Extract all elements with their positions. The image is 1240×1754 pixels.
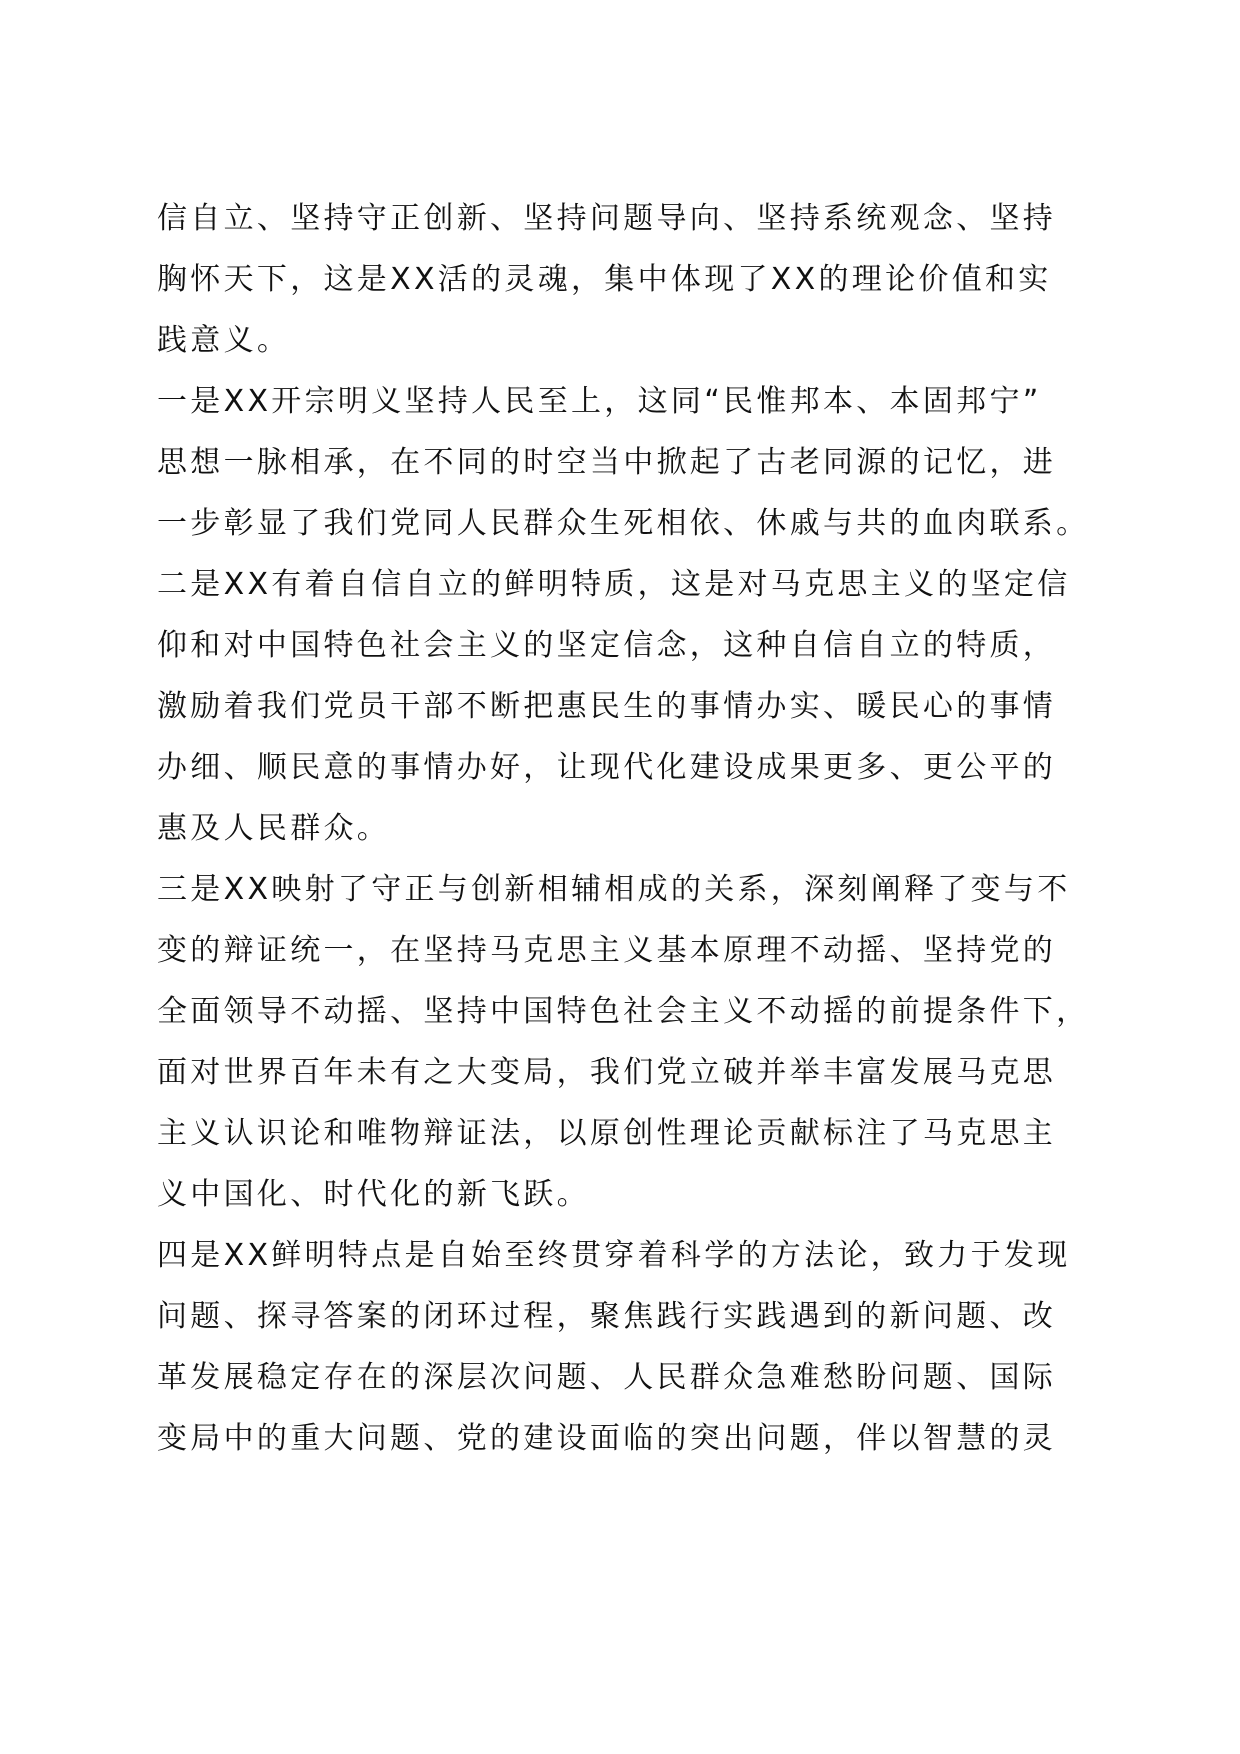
text-line: 面对世界百年未有之大变局，我们党立破并举丰富发展马克思 [157, 1055, 1057, 1090]
text-line: 一步彰显了我们党同人民群众生死相依、休戚与共的血肉联系。 [157, 506, 1090, 541]
text-line: 胸怀天下，这是XX活的灵魂，集中体现了XX的理论价值和实 [157, 262, 1052, 297]
text-line: 变局中的重大问题、党的建设面临的突出问题，伴以智慧的灵 [157, 1421, 1057, 1456]
text-line: 办细、顺民意的事情办好，让现代化建设成果更多、更公平的 [157, 750, 1057, 785]
text-line: 一是XX开宗明义坚持人民至上，这同“民惟邦本、本固邦宁” [157, 384, 1042, 419]
text-line: 思想一脉相承，在不同的时空当中掀起了古老同源的记忆，进 [157, 445, 1057, 480]
text-line: 主义认识论和唯物辩证法，以原创性理论贡献标注了马克思主 [157, 1116, 1057, 1151]
text-line: 革发展稳定存在的深层次问题、人民群众急难愁盼问题、国际 [157, 1360, 1057, 1395]
text-line: 三是XX映射了守正与创新相辅相成的关系，深刻阐释了变与不 [157, 872, 1071, 907]
text-line: 信自立、坚持守正创新、坚持问题导向、坚持系统观念、坚持 [157, 201, 1057, 236]
body-text [157, 188, 1097, 1469]
text-line: 惠及人民群众。 [157, 811, 391, 846]
text-line: 问题、探寻答案的闭环过程，聚焦践行实践遇到的新问题、改 [157, 1299, 1057, 1334]
text-line: 践意义。 [157, 323, 291, 358]
text-line: 激励着我们党员干部不断把惠民生的事情办实、暖民心的事情 [157, 689, 1057, 724]
text-line: 二是XX有着自信自立的鲜明特质，这是对马克思主义的坚定信 [157, 567, 1071, 602]
text-line: 全面领导不动摇、坚持中国特色社会主义不动摇的前提条件下， [157, 994, 1090, 1029]
text-line: 义中国化、时代化的新飞跃。 [157, 1177, 590, 1212]
text-line: 变的辩证统一，在坚持马克思主义基本原理不动摇、坚持党的 [157, 933, 1057, 968]
text-line: 四是XX鲜明特点是自始至终贯穿着科学的方法论，致力于发现 [157, 1238, 1071, 1273]
text-line: 仰和对中国特色社会主义的坚定信念，这种自信自立的特质， [157, 628, 1057, 663]
